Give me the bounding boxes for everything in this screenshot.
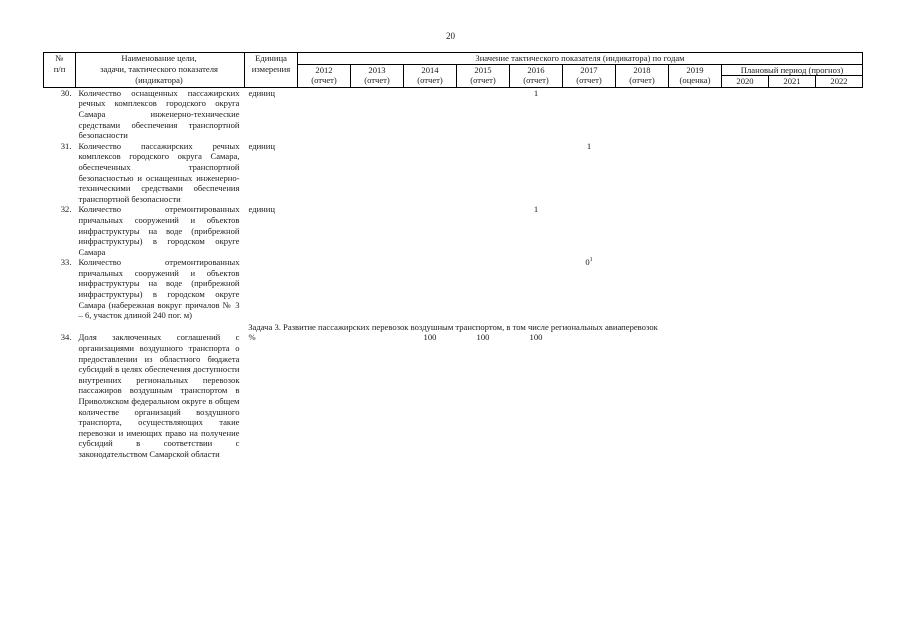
value-cell — [769, 332, 816, 459]
value-cell — [298, 257, 351, 321]
value-cell — [563, 204, 616, 257]
row-unit — [245, 257, 298, 321]
row-unit: % — [248, 332, 256, 343]
header-year-2012: 2012 (отчет) — [298, 64, 351, 87]
value-cell — [722, 332, 769, 459]
value-cell — [722, 204, 769, 257]
row-unit: единиц — [248, 204, 275, 215]
header-values-title: Значение тактического показателя (индикатора) по годам — [298, 53, 863, 65]
page-number: 20 — [446, 31, 455, 41]
value-cell — [510, 257, 563, 321]
value-cell — [351, 87, 404, 140]
value-text: 0 — [585, 257, 590, 268]
row-num: 32. — [60, 204, 72, 215]
value-cell — [351, 257, 404, 321]
table-row — [44, 257, 863, 321]
value-cell — [816, 332, 863, 459]
value-cell: 1 — [533, 204, 539, 215]
value-cell — [816, 87, 863, 140]
value-cell — [816, 141, 863, 205]
value-cell — [563, 87, 616, 140]
value-cell — [816, 257, 863, 321]
value-cell — [669, 257, 722, 321]
header-plan-2021: 2021 — [769, 76, 816, 88]
table-row — [44, 332, 863, 459]
row-unit: единиц — [248, 140, 275, 151]
value-cell — [351, 332, 404, 459]
header-num-line2: п/п — [53, 63, 66, 74]
value-cell: 1 — [586, 140, 592, 151]
value-cell: 100 — [423, 332, 437, 343]
value-cell — [616, 204, 669, 257]
header-year-2014: 2014 (отчет) — [404, 64, 457, 87]
table-row — [44, 141, 863, 205]
row-name: Доля заключенных соглашений с организациями воздушного транспорта о предоставлении из областного бюджета субсидий в целях обеспечения доступности внутренних региональных перевозок пассажиров воздушным транспортом в Приволжском федеральном округе в общем количестве организаций воздушного транспорта, осуществляющих такие перевозки и имеющих право на получение субсидий в соответствии с законодательством Самарской области — [78, 332, 240, 459]
value-cell — [816, 204, 863, 257]
header-num-line1: № — [55, 53, 64, 63]
value-cell: 1 — [533, 87, 539, 98]
value-cell — [404, 87, 457, 140]
header-name-line3: (индикатора) — [135, 75, 183, 85]
value-cell — [769, 141, 816, 205]
value-cell — [457, 87, 510, 140]
value-cell: 100 — [529, 332, 543, 343]
header-name-line2: задачи, тактического показателя — [100, 64, 218, 74]
value-cell — [298, 204, 351, 257]
header-year-2015: 2015 (отчет) — [457, 64, 510, 87]
value-cell — [769, 87, 816, 140]
row-num: 31. — [60, 140, 72, 151]
row-name: Количество пассажирских речных комплексов городского округа Самара, обеспеченных транспортной безопасностью и оснащенных инженерно-техническими средствами обеспечения транспортной безопасности — [78, 140, 240, 204]
header-num — [44, 53, 76, 88]
value-cell: 100 — [476, 332, 490, 343]
header-plan-title: Плановый период (прогноз) — [722, 64, 863, 76]
value-cell — [616, 87, 669, 140]
indicators-table — [43, 52, 863, 460]
value-cell — [769, 257, 816, 321]
value-cell — [510, 141, 563, 205]
value-cell — [351, 141, 404, 205]
header-year-2019: 2019 (оценка) — [669, 64, 722, 87]
header-year-2013: 2013 (отчет) — [351, 64, 404, 87]
value-cell — [298, 332, 351, 459]
header-year-2016: 2016 (отчет) — [510, 64, 563, 87]
header-plan-2022: 2022 — [816, 76, 863, 88]
task-3-title: Задача 3. Развитие пассажирских перевозок воздушным транспортом, в том числе региональных авиаперевозок — [248, 321, 658, 332]
value-cell — [669, 87, 722, 140]
value-cell — [722, 87, 769, 140]
value-cell — [404, 257, 457, 321]
footnote-mark: 1 — [589, 257, 593, 264]
value-cell — [669, 204, 722, 257]
header-plan-2020: 2020 — [722, 76, 769, 88]
header-unit-line2: измерения — [251, 63, 291, 74]
table-row — [44, 87, 863, 140]
value-cell — [404, 141, 457, 205]
row-num: 34. — [60, 332, 72, 343]
value-cell — [404, 204, 457, 257]
value-cell — [722, 141, 769, 205]
value-cell — [616, 332, 669, 459]
value-cell — [616, 141, 669, 205]
value-cell — [769, 204, 816, 257]
task-heading-row — [44, 321, 863, 333]
value-cell — [457, 257, 510, 321]
value-cell — [563, 257, 616, 321]
header-unit-line1: Единица — [255, 53, 287, 63]
value-cell — [298, 141, 351, 205]
header-name-line1: Наименование цели, — [121, 53, 197, 63]
header-year-2018: 2018 (отчет) — [616, 64, 669, 87]
table-row — [44, 204, 863, 257]
value-cell — [457, 141, 510, 205]
row-unit: единиц — [248, 87, 275, 98]
value-cell — [616, 257, 669, 321]
value-cell — [669, 332, 722, 459]
header-unit — [245, 53, 298, 88]
value-cell — [298, 87, 351, 140]
row-name: Количество отремонтированных причальных сооружений и объектов инфраструктуры на воде (прибрежной инфраструктуры) в городском округе Самара (набережная вокруг причалов № 3 – 6, участок длиной 240 пог. м) — [78, 257, 240, 321]
header-name — [76, 53, 245, 88]
value-cell — [457, 204, 510, 257]
row-num: 30. — [60, 87, 72, 98]
header-year-2017: 2017 (отчет) — [563, 64, 616, 87]
value-cell — [351, 204, 404, 257]
value-cell — [722, 257, 769, 321]
row-name: Количество отремонтированных причальных сооружений и объектов инфраструктуры на воде (прибрежной инфраструктуры) в городском округе Самара — [78, 204, 240, 257]
row-num: 33. — [60, 257, 72, 268]
value-cell — [669, 141, 722, 205]
value-cell — [563, 332, 616, 459]
row-name: Количество оснащенных пассажирских речных комплексов городского округа Самара инженерно-технические средствами обеспечения транспортной безопасности — [78, 87, 240, 141]
